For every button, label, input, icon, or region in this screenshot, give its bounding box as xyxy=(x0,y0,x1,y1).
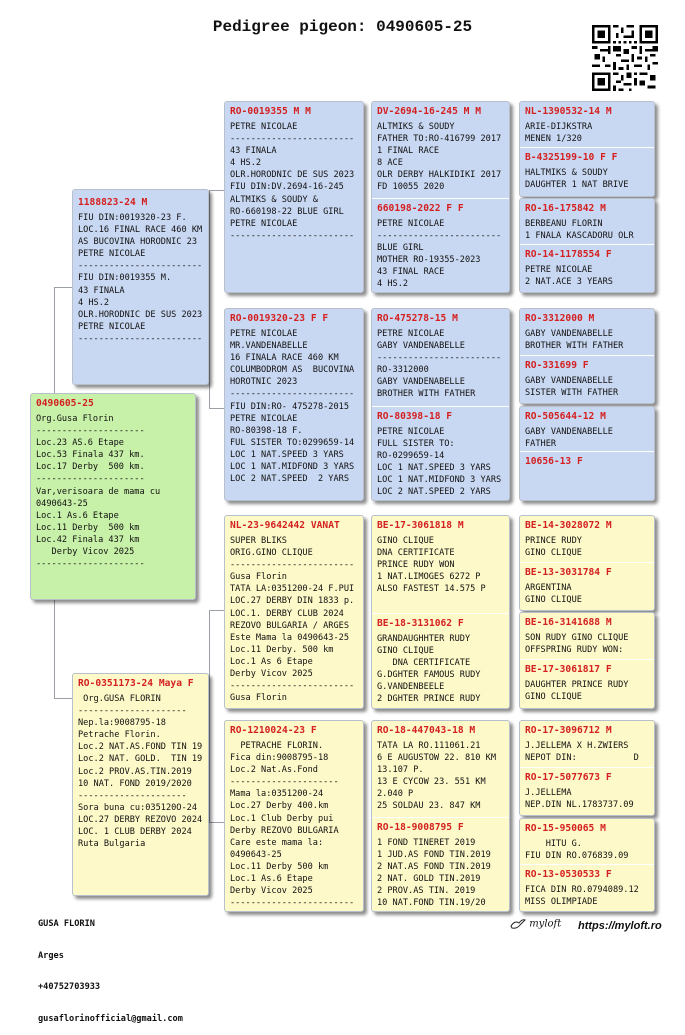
pair-card[interactable] xyxy=(519,101,655,197)
card-details: HALTMIKS & SOUDY DAUGHTER 1 NAT BRIVE xyxy=(525,168,629,191)
ring-number: RO-13-0530533 F xyxy=(525,869,612,880)
qr-code-icon xyxy=(592,25,658,91)
ring-number: RO-505644-12 M xyxy=(525,411,606,422)
great-grandparent-cell xyxy=(372,406,509,500)
connector-line xyxy=(209,408,224,409)
card-details: DAUGHTER PRINCE RUDY GINO CLIQUE xyxy=(525,680,629,703)
card-details: ALTMIKS & SOUDY FATHER TO:RO-416799 2017 1 FINAL RACE 8 ACE OLR DERBY HALKIDIKI 2017 FD 10055 2020 xyxy=(377,122,502,193)
ring-number: RO-0019320-23 F F xyxy=(230,313,329,324)
ring-number: BE-13-3031784 F xyxy=(525,567,612,578)
pair-card[interactable] xyxy=(519,720,655,816)
great-grandparent-cell xyxy=(372,516,509,613)
connector-line xyxy=(209,610,224,611)
page-title: Pedigree pigeon: 0490605-25 xyxy=(212,18,473,36)
ring-number: BE-17-3061817 F xyxy=(525,664,612,675)
owner-email[interactable]: gusaflorinofficial@gmail.com xyxy=(38,1013,183,1024)
ring-number: BE-14-3028072 M xyxy=(525,520,612,531)
logo-text: myloft xyxy=(529,918,562,930)
card-details: GABY VANDENABELLE FATHER xyxy=(525,427,613,450)
card-details: PETRACHE FLORIN. Fica din:9008795-18 Loc.2 Nat.As.Fond --------------------- Mama la:0351200-24 Loc.27 Derby 400.km Loc.1 Club Derby pui Derby REZOVO BULGARIA Care este mama la: 0490643-25 Loc.11 Derby 500 km Loc.1 As.6 Etape Derby Vicov 2025 ------------------------ xyxy=(230,741,355,909)
great-grandparent-cell xyxy=(372,721,509,817)
card-details: FIU DIN:0019320-23 F. LOC.16 FINAL RACE 460 KM AS BUCOVINA HORODNIC 23 PETRE NICOLAE ------------------------ FIU DIN:0019355 M. 43 FINALA 4 HS.2 OLR.HORODNIC DE SUS 2023 PETRE NICOLAE ------------------------ xyxy=(78,213,203,344)
ring-number: BE-17-3061818 M xyxy=(377,520,464,531)
ring-number: 660198-2022 F F xyxy=(377,203,464,214)
connector-line xyxy=(209,822,224,823)
card-details: ARIE-DIJKSTRA MENEN 1/320 xyxy=(525,122,593,145)
card-details: PETRE NICOLAE FULL SISTER TO: RO-0299659-14 LOC 1 NAT.SPEED 3 YARS LOC 1 NAT.MIDFOND 3 YARS LOC 2 NAT.SPEED 2 YARS xyxy=(377,427,502,498)
pair-card[interactable] xyxy=(371,720,510,912)
owner-name: GUSA FLORIN xyxy=(38,919,95,929)
pair-card[interactable] xyxy=(519,515,655,611)
dam-sire-card[interactable] xyxy=(224,515,364,709)
ring-number: 10656-13 F xyxy=(525,456,583,467)
card-details: GABY VANDENABELLE SISTER WITH FATHER xyxy=(525,376,619,399)
ring-number: BE-16-3141688 M xyxy=(525,617,612,628)
connector-line xyxy=(54,287,72,288)
great-grandparent-cell xyxy=(372,817,509,911)
subject-card[interactable] xyxy=(30,393,196,600)
ring-number: RO-18-9008795 F xyxy=(377,822,464,833)
pigeon-icon xyxy=(510,918,526,930)
owner-contact xyxy=(38,898,183,1035)
card-details: ARGENTINA GINO CLIQUE xyxy=(525,583,582,606)
pair-card[interactable] xyxy=(371,515,510,709)
myloft-logo xyxy=(510,918,561,930)
card-details: SON RUDY GINO CLIQUE OFFSPRING RUDY WON: xyxy=(525,633,629,656)
card-details: 1 FOND TINERET 2019 1 JUD.AS FOND TIN.2019 2 NAT.AS FOND TIN.2019 2 NAT. GOLD TIN.2019 2 PROV.AS TIN. 2019 10 NAT.FOND TIN.19/20 xyxy=(377,838,491,909)
ring-number: RO-17-5077673 F xyxy=(525,772,612,783)
connector-line xyxy=(54,698,72,699)
card-details: GRANDAUGHHTER RUDY GINO CLIQUE DNA CERTIFICATE G.DGHTER FAMOUS RUDY G.VANDENBEELE 2 DGHTER PRINCE RUDY xyxy=(377,634,481,705)
ring-number: NL-23-9642442 VANAT xyxy=(230,520,340,531)
pair-card[interactable] xyxy=(519,308,655,404)
ring-number: RO-16-175842 M xyxy=(525,203,606,214)
ring-number: RO-331699 F xyxy=(525,360,589,371)
ring-number: 0490605-25 xyxy=(36,398,94,409)
pair-card[interactable] xyxy=(519,406,655,501)
card-details: PETRE NICOLAE MR.VANDENABELLE 16 FINALA RACE 460 KM COLUMBODROM AS BUCOVINA HOROTNIC 2023 ------------------------ FIU DIN:RO- 475278-2015 PETRE NICOLAE RO-80398-18 F. FUL SISTER TO:0299659-14 LOC 1 NAT.SPEED 3 YARS LOC 1 NAT.MIDFOND 3 YARS LOC 2 NAT.SPEED 2 YARS xyxy=(230,329,355,485)
ring-number: RO-14-1178554 F xyxy=(525,249,612,260)
owner-region: Arges xyxy=(38,950,64,961)
ring-number: RO-18-447043-18 M xyxy=(377,725,476,736)
ring-number: 1188823-24 M xyxy=(78,197,148,208)
ring-number: NL-1390532-14 M xyxy=(525,106,612,117)
ring-number: RO-80398-18 F xyxy=(377,411,453,422)
pair-card[interactable] xyxy=(519,612,655,709)
owner-phone[interactable]: +40752703933 xyxy=(38,982,101,992)
sire-card[interactable] xyxy=(72,189,209,385)
card-details: Org.Gusa Florin --------------------- Loc.23 AS.6 Etape Loc.53 Finala 437 km. Loc.17 Derby 500 km. --------------------- Var,verisoara de mama cu 0490643-25 Loc.1 As.6 Etape Loc.11 Derby 500 km Loc.42 Finala 437 km Derby Vicov 2025 --------------------- xyxy=(36,414,161,570)
card-details: PETRE NICOLAE 2 NAT.ACE 3 YEARS xyxy=(525,265,613,288)
ring-number: BE-18-3131062 F xyxy=(377,618,464,629)
ring-number: RO-0019355 M M xyxy=(230,106,311,117)
card-details: Org.GUSA FLORIN --------------------- Nep.la:9008795-18 Petrache Florin. Loc.2 NAT.AS.FOND TIN 19 Loc.2 NAT. GOLD. TIN 19 Loc.2 PROV.AS.TIN.2019 10 NAT. FOND 2019/2020 --------------------- Sora buna cu:035120O-24 LOC.27 DERBY REZOVO 2024 LOC. 1 CLUB DERBY 2024 Ruta Bulgaria xyxy=(78,694,203,850)
connector-line xyxy=(54,600,55,698)
dam-dam-card[interactable] xyxy=(224,720,364,912)
website-link[interactable]: https://myloft.ro xyxy=(578,920,662,932)
dam-card[interactable] xyxy=(72,673,209,896)
card-details: PRINCE RUDY GINO CLIQUE xyxy=(525,536,582,559)
ring-number: RO-3312000 M xyxy=(525,313,595,324)
connector-line xyxy=(209,190,224,191)
card-details: GINO CLIQUE DNA CERTIFICATE PRINCE RUDY WON 1 NAT.LIMOGES 6272 P ALSO FASTEST 14.575 P xyxy=(377,536,486,595)
great-grandparent-cell xyxy=(372,198,509,292)
card-details: HITU G. FIU DIN RO.076839.09 xyxy=(525,839,629,862)
ring-number: RO-475278-15 M xyxy=(377,313,458,324)
sire-sire-card[interactable] xyxy=(224,101,364,293)
card-details: SUPER BLIKS ORIG.GINO CLIQUE ------------------------ Gusa Florin TATA LA:0351200-24 F.PUI LOC.27 DERBY DIN 1833 p. LOC.1. DERBY CLUB 2024 REZOVO BULGARIA / ARGES Este Mama la 0490643-25 Loc.11 Derby. 500 km Loc.1 As 6 Etape Derby Vicov 2025 ------------------------ Gusa Florin xyxy=(230,536,355,704)
ring-number: RO-1210024-23 F xyxy=(230,725,317,736)
great-grandparent-cell xyxy=(372,309,509,406)
ring-number: RO-0351173-24 Maya F xyxy=(78,678,194,689)
card-details: PETRE NICOLAE ------------------------ BLUE GIRL MOTHER RO-19355-2023 43 FINAL RACE 4 HS.2 xyxy=(377,219,502,290)
card-details: BERBEANU FLORIN 1 FNALA KASCADORU OLR xyxy=(525,219,634,242)
ring-number: RO-15-950065 M xyxy=(525,823,606,834)
sire-dam-card[interactable] xyxy=(224,308,364,501)
pair-card[interactable] xyxy=(519,818,655,912)
ring-number: B-4325199-10 F F xyxy=(525,152,618,163)
card-details: PETRE NICOLAE ------------------------ 43 FINALA 4 HS.2 OLR.HORODNIC DE SUS 2023 FIU DIN:DV.2694-16-245 ALTMIKS & SOUDY & RO-660198-22 BLUE GIRL PETRE NICOLAE ------------------------ xyxy=(230,122,355,241)
ring-number: DV-2694-16-245 M M xyxy=(377,106,481,117)
pair-card[interactable] xyxy=(371,308,510,501)
pair-card[interactable] xyxy=(519,198,655,293)
pair-card[interactable] xyxy=(371,101,510,293)
card-details: J.JELLEMA X H.ZWIERS NEPOT DIN: D xyxy=(525,741,639,764)
card-details: PETRE NICOLAE GABY VANDENABELLE ------------------------ RO-3312000 GABY VANDENABELLE BROTHER WITH FATHER xyxy=(377,329,502,400)
ring-number: RO-17-3096712 M xyxy=(525,725,612,736)
connector-line xyxy=(209,190,210,408)
card-details: GABY VANDENABELLE BROTHER WITH FATHER xyxy=(525,329,624,352)
card-details: TATA LA RO.111061.21 6 E AUGUSTOW 22. 810 KM 13.107 P. 13 E CYCOW 23. 551 KM 2.040 P 25 SOLDAU 23. 847 KM xyxy=(377,741,496,812)
connector-line xyxy=(54,287,55,393)
great-grandparent-cell xyxy=(372,613,509,708)
card-details: FICA DIN RO.0794089.12 MISS OLIMPIADE xyxy=(525,885,639,908)
connector-line xyxy=(209,610,210,822)
great-grandparent-cell xyxy=(372,102,509,198)
card-details: J.JELLEMA NEP.DIN NL.1783737.09 xyxy=(525,788,634,811)
